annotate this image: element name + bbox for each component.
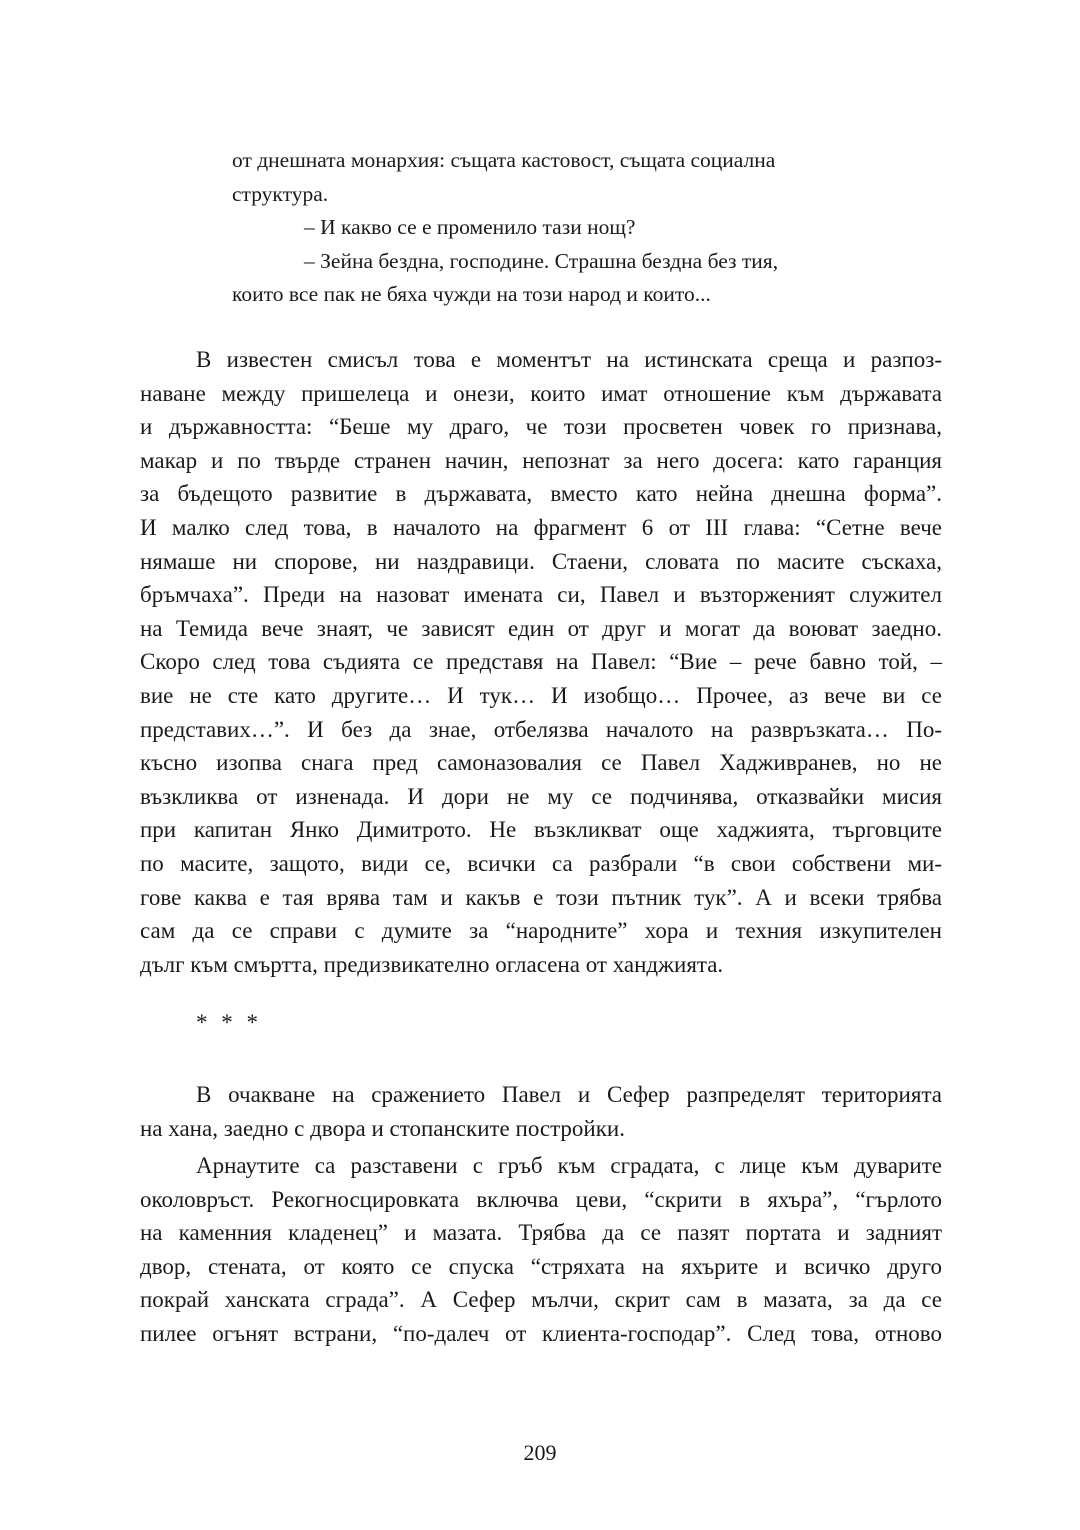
text-line: сам да се справи с думите за “народните” хора и техния изкупителен xyxy=(140,918,942,944)
text-line: макар и по твърде странен начин, непознат за него досега: като гаранция xyxy=(140,447,942,473)
text-line: по масите, защото, види се, всички са разбрали “в свои собствени ми- xyxy=(140,850,942,876)
text-line: на хана, заедно с двора и стопанските постройки. xyxy=(140,1115,625,1141)
text-line: представих…”. И без да знае, отбелязва началото на развръзката… По- xyxy=(140,716,942,742)
quote-line: – Зейна бездна, господине. Страшна бездна без тия, xyxy=(304,248,779,273)
text-line: двор, стената, от която се спуска “стряхата на яхърите и всичко друго xyxy=(140,1253,942,1279)
text-line: наване между пришелеца и онези, които имат отношение към държавата xyxy=(140,380,942,406)
text-line: на каменния кладенец” и мазата. Трябва да се пазят портата и задният xyxy=(140,1220,942,1246)
text-line: Арнаутите са разставени с гръб към сградата, с лице към дуварите xyxy=(196,1153,942,1178)
text-line: В известен смисъл това е моментът на истинската среща и разпоз- xyxy=(196,347,942,372)
quote-line: структура. xyxy=(232,181,329,206)
text-line: за бъдещото развитие в държавата, вместо като нейна днешна форма”. xyxy=(140,481,942,507)
text-line: вие не сте като другите… И тук… И изобщо… Прочее, аз вече ви се xyxy=(140,682,942,708)
text-line: покрай ханската сграда”. А Сефер мълчи, скрит сам в мазата, за да се xyxy=(140,1287,942,1313)
text-line: В очакване на сражението Павел и Сефер разпределят територията xyxy=(196,1082,942,1107)
text-line: пилее огънят встрани, “по-далеч от клиента-господар”. След това, отново xyxy=(140,1320,942,1346)
text-line: дълг към смъртта, предизвикателно огласена от ханджията. xyxy=(140,951,724,977)
text-line: и държавността: “Беше му драго, че този просветен човек го признава, xyxy=(140,414,942,440)
text-line: гове каква е тая врява там и какъв е този пътник тук”. А и всеки трябва xyxy=(140,884,942,910)
text-line: Скоро след това съдията се представя на Павел: “Вие – рече бавно той, – xyxy=(140,649,942,675)
text-line: късно изопва снага пред самоназовалия се Павел Хадживранев, но не xyxy=(140,750,942,776)
text-line: при капитан Янко Димитрото. Не възкликват още хаджията, търговците xyxy=(140,817,942,843)
quote-line: които все пак не бяха чужди на този народ и които... xyxy=(232,282,711,306)
text-line: околовръст. Рекогносцировката включва цеви, “скрити в яхъра”, “гърлото xyxy=(140,1186,942,1212)
text-line: бръмчаха”. Преди на назоват имената си, Павел и възторженият служител xyxy=(140,582,942,608)
paragraph-1 xyxy=(140,343,942,981)
section-separator: * * * xyxy=(196,1010,262,1035)
paragraph-3 xyxy=(140,1149,942,1351)
text-line: на Темида вече знаят, че зависят един от друг и могат да воюват заедно. xyxy=(140,615,942,641)
quote-line: от днешната монархия: същата кастовост, същата социална xyxy=(232,148,776,172)
text-line: И малко след това, в началото на фрагмент 6 от III глава: “Сетне вече xyxy=(140,514,942,540)
dialogue-quote xyxy=(232,144,872,312)
text-line: възкликва от изненада. И дори не му се подчинява, отказвайки мисия xyxy=(140,783,942,809)
text-line: нямаше ни спорове, ни наздравици. Стаени, словата по масите съскаха, xyxy=(140,548,942,574)
quote-line: – И какво се е променило тази нощ? xyxy=(304,215,636,239)
page-number: 209 xyxy=(523,1440,557,1465)
paragraph-2 xyxy=(140,1078,942,1145)
